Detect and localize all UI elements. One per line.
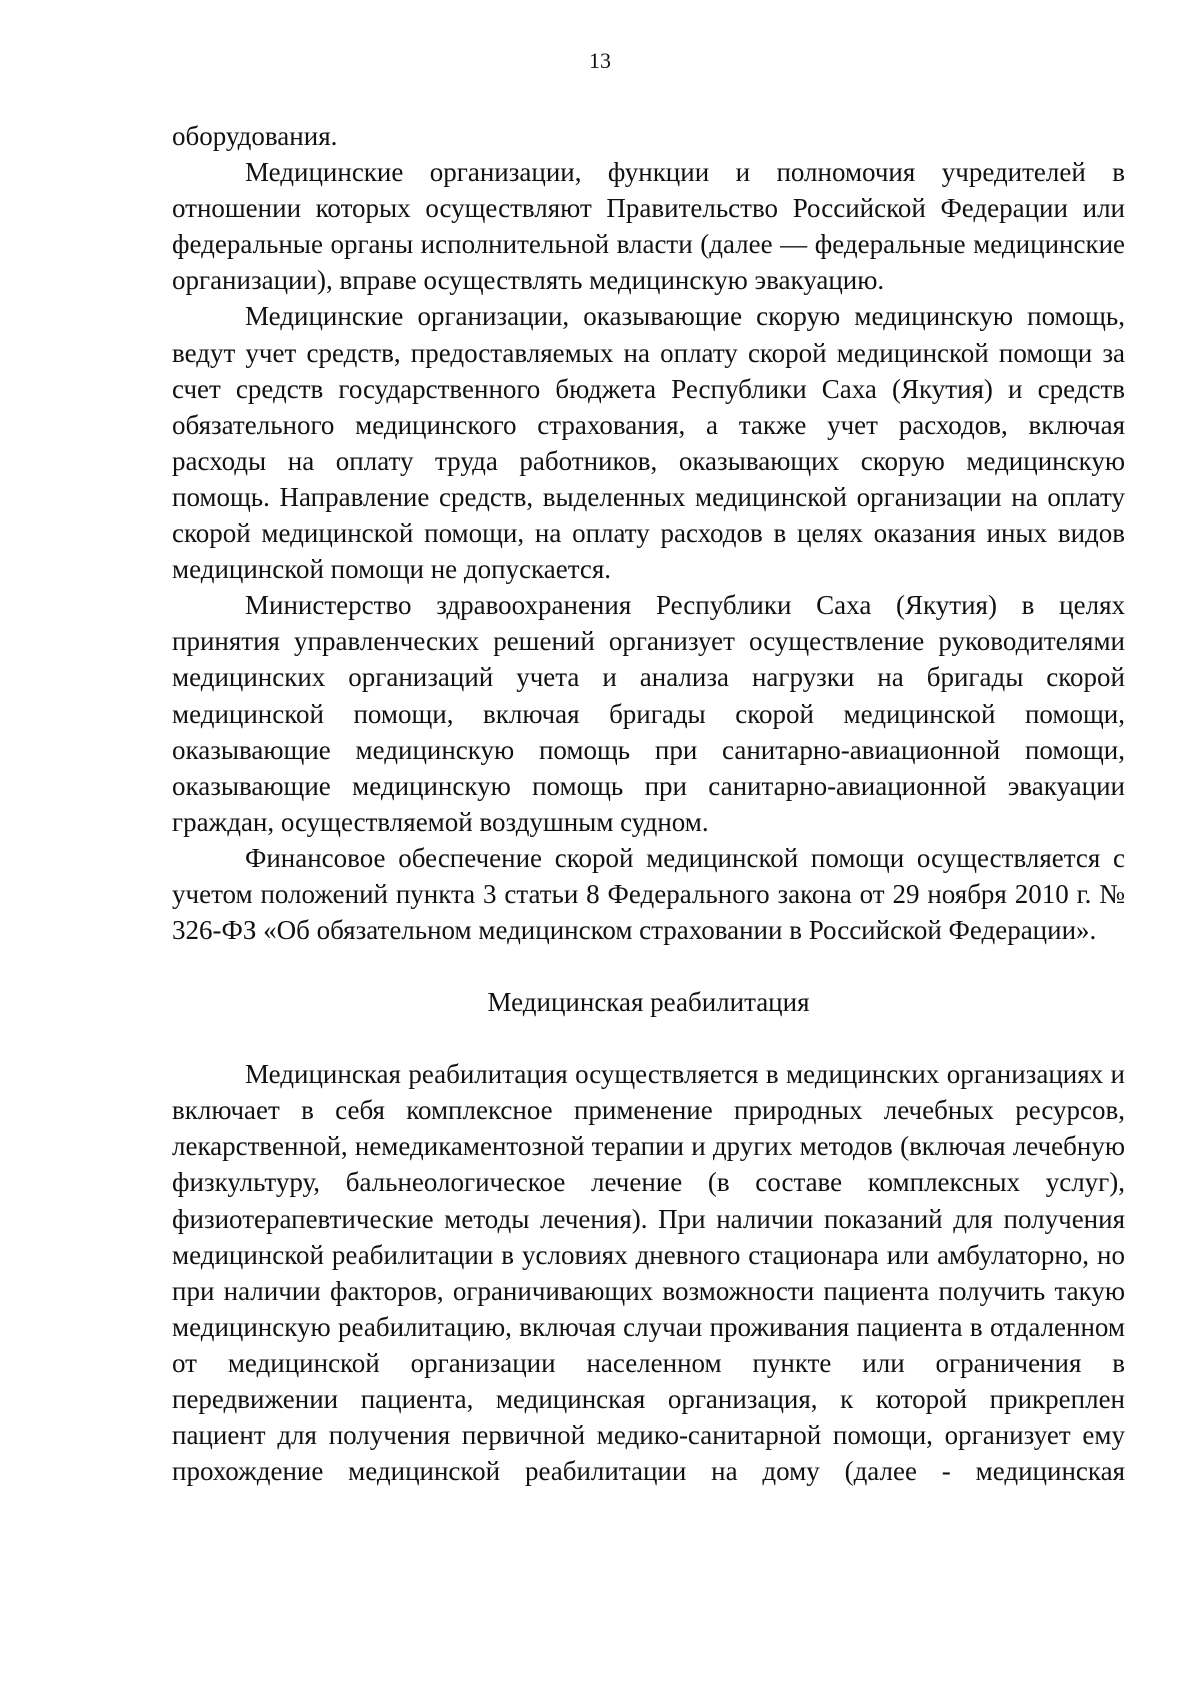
paragraph-emergency-funds-accounting: Медицинские организации, оказывающие скорую медицинскую помощь, ведут учет средств, предоставляемых на оплату скорой медицинской помощи за счет средств государственного бюджета Республики Саха (Якутия) и средств обязательного медицинского страхования, а также учет расходов, включая расходы на оплату труда работников, оказывающих скорую медицинскую помощь. Направление средств, выделенных медицинской организации на оплату скорой медицинской помощи, на оплату расходов в целях оказания иных видов медицинской помощи не допускается. — [172, 301, 1125, 585]
paragraph-federal-organizations: Медицинские организации, функции и полномочия учредителей в отношении которых осуществляют Правительство Российской Федерации или федеральные органы исполнительной власти (далее — федеральные медицинские организации), вправе осуществлять медицинскую эвакуацию. — [172, 157, 1125, 296]
section-heading-rehabilitation: Медицинская реабилитация — [487, 987, 810, 1018]
page-number: 13 — [589, 48, 611, 73]
paragraph-continuation: оборудования. — [172, 121, 338, 151]
paragraph-financial-provision: Финансовое обеспечение скорой медицинской помощи осуществляется с учетом положений пункта 3 статьи 8 Федерального закона от 29 ноября 2010 г. № 326-ФЗ «Об обязательном медицинском страховании в Российской Федерации». — [172, 842, 1125, 946]
document-body — [172, 118, 1125, 1489]
paragraph-rehabilitation: Медицинская реабилитация осуществляется в медицинских организациях и включает в себя комплексное применение природных лечебных ресурсов, лекарственной, немедикаментозной терапии и других методов (включая лечебную физкультуру, бальнеологическое лечение (в составе комплексных услуг), физиотерапевтические методы лечения). При наличии показаний для получения медицинской реабилитации в условиях дневного стационара или амбулаторно, но при наличии факторов, ограничивающих возможности пациента получить такую медицинскую реабилитацию, включая случаи проживания пациента в отдаленном от медицинской организации населенном пункте или ограничения в передвижении пациента, медицинская организация, к которой прикреплен пациент для получения первичной медико-санитарной помощи, организует ему прохождение медицинской реабилитации на дому (далее - медицинская — [172, 1059, 1125, 1487]
paragraph-ministry-load-analysis: Министерство здравоохранения Республики Саха (Якутия) в целях принятия управленческих решений организует осуществление руководителями медицинских организаций учета и анализа нагрузки на бригады скорой медицинской помощи, включая бригады скорой медицинской помощи, оказывающие медицинскую помощь при санитарно-авиационной помощи, оказывающие медицинскую помощь при санитарно-авиационной эвакуации граждан, осуществляемой воздушным судном. — [172, 590, 1125, 837]
